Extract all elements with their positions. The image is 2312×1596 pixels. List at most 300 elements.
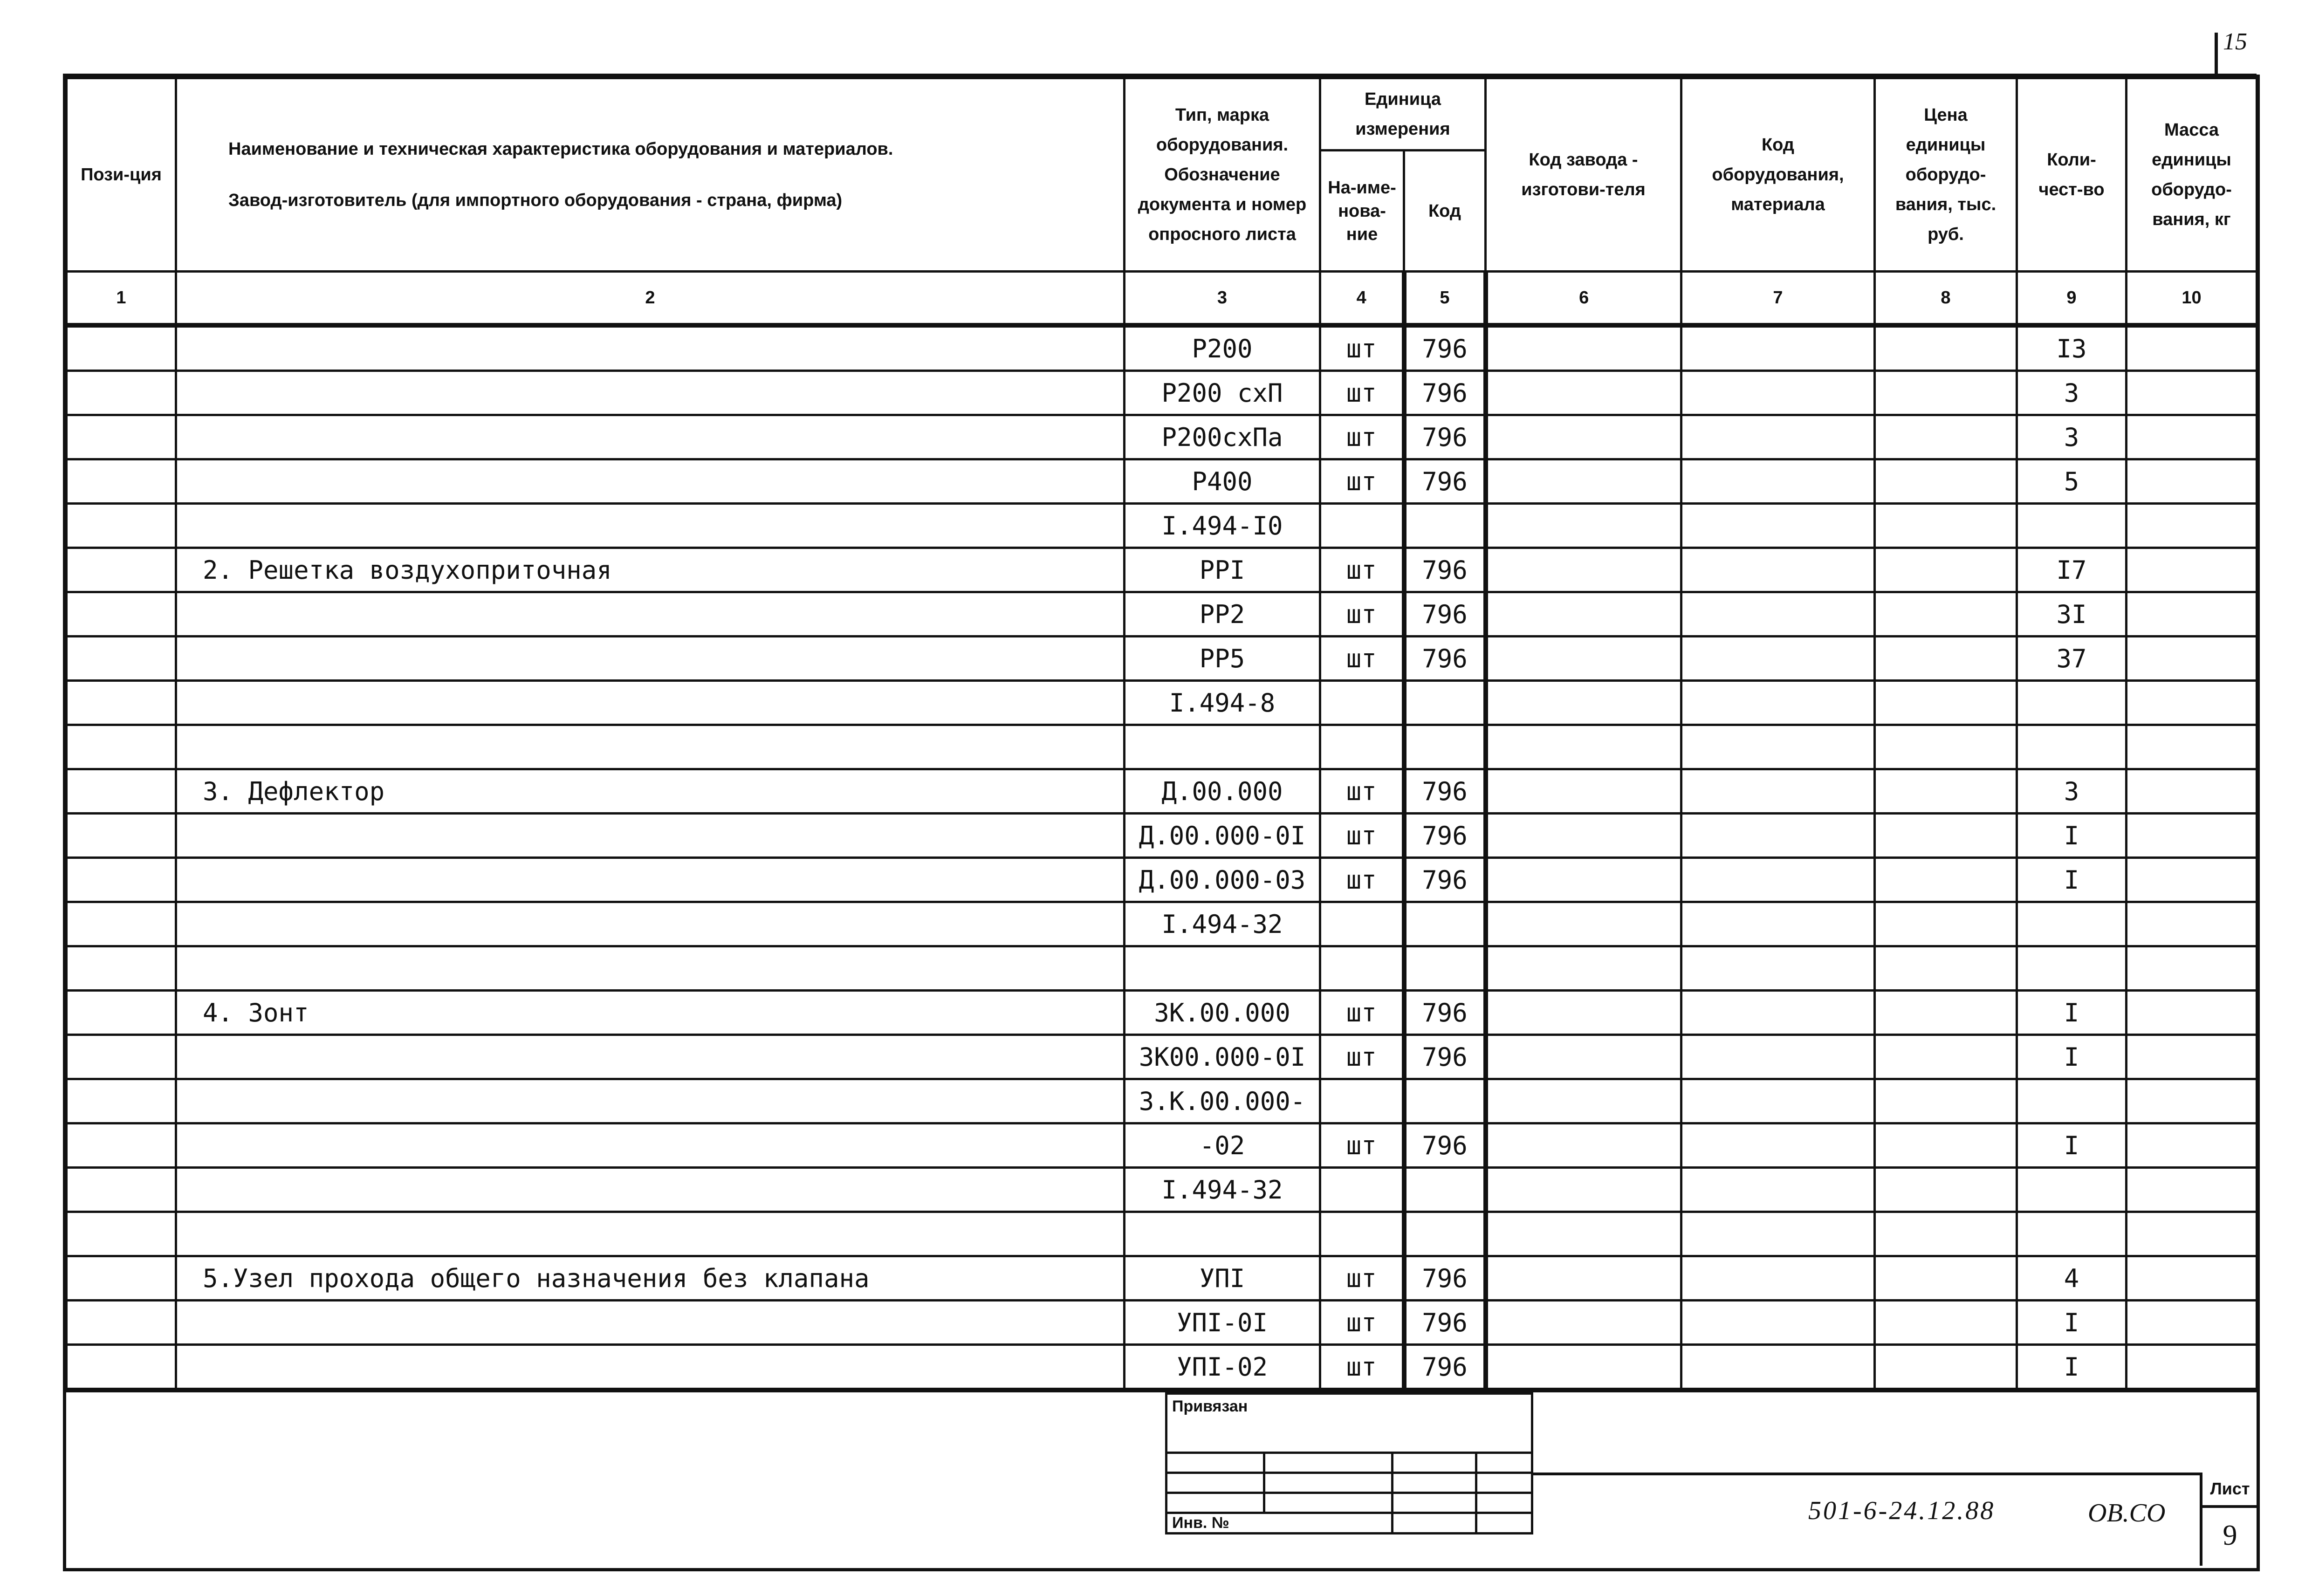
- cell-type: Р400: [1125, 459, 1320, 504]
- stamp-cell: [1264, 1493, 1393, 1513]
- cell-quantity: [2017, 1079, 2127, 1123]
- stamp-cell: [1476, 1473, 1532, 1493]
- table-row: [67, 1035, 2257, 1079]
- cell-quantity: [2017, 1168, 2127, 1212]
- cell-name: 5.Узел прохода общего назначения без клапана: [176, 1256, 1125, 1301]
- sheet-box: [2200, 1473, 2257, 1566]
- cell-equipment-code: [1681, 504, 1875, 548]
- cell-unit-code: 796: [1404, 1345, 1486, 1391]
- table-row: [67, 769, 2257, 814]
- cell-type: ЗК.00.000: [1125, 991, 1320, 1035]
- cell-position: [67, 637, 176, 681]
- stamp-cell: [1393, 1453, 1476, 1473]
- table-row: [67, 637, 2257, 681]
- cell-name: [176, 459, 1125, 504]
- cell-equipment-code: [1681, 1256, 1875, 1301]
- cell-mass: [2127, 902, 2257, 946]
- cell-quantity: I: [2017, 1301, 2127, 1345]
- cell-equipment-code: [1681, 637, 1875, 681]
- cell-type: Д.00.000: [1125, 769, 1320, 814]
- cell-equipment-code: [1681, 858, 1875, 902]
- cell-quantity: [2017, 902, 2127, 946]
- table-row: [67, 681, 2257, 725]
- cell-name: [176, 504, 1125, 548]
- cell-type: I.494-8: [1125, 681, 1320, 725]
- stamp-cell: [1476, 1453, 1532, 1473]
- cell-equipment-code: [1681, 725, 1875, 769]
- cell-manufacturer-code: [1486, 1035, 1681, 1079]
- cell-name: [176, 1345, 1125, 1391]
- header-name: [176, 78, 1125, 272]
- cell-mass: [2127, 548, 2257, 592]
- cell-position: [67, 769, 176, 814]
- cell-name: [176, 592, 1125, 637]
- cell-type: [1125, 725, 1320, 769]
- cell-unit-code: [1404, 725, 1486, 769]
- header-name-line2: Завод-изготовитель (для импортного оборудования - страна, фирма): [228, 191, 843, 210]
- cell-equipment-code: [1681, 592, 1875, 637]
- cell-manufacturer-code: [1486, 548, 1681, 592]
- cell-unit: шт: [1320, 814, 1404, 858]
- cell-type: Д.00.000-0I: [1125, 814, 1320, 858]
- cell-unit-code: [1404, 1079, 1486, 1123]
- table-row: [67, 504, 2257, 548]
- cell-price: [1875, 371, 2017, 415]
- cell-unit-code: [1404, 902, 1486, 946]
- cell-position: [67, 325, 176, 371]
- cell-type: [1125, 946, 1320, 991]
- table-row: [67, 1212, 2257, 1256]
- stamp-cell: [1264, 1473, 1393, 1493]
- stamp-cell: [1393, 1493, 1476, 1513]
- cell-position: [67, 371, 176, 415]
- cell-quantity: 3: [2017, 371, 2127, 415]
- cell-price: [1875, 592, 2017, 637]
- cell-quantity: 4: [2017, 1256, 2127, 1301]
- cell-price: [1875, 769, 2017, 814]
- cell-unit-code: 796: [1404, 592, 1486, 637]
- header-mass: Масса единицы оборудо-вания, кг: [2127, 78, 2257, 272]
- cell-manufacturer-code: [1486, 814, 1681, 858]
- cell-manufacturer-code: [1486, 1212, 1681, 1256]
- cell-quantity: I: [2017, 1345, 2127, 1391]
- cell-position: [67, 946, 176, 991]
- cell-manufacturer-code: [1486, 1256, 1681, 1301]
- cell-unit: [1320, 725, 1404, 769]
- cell-unit-code: 796: [1404, 1035, 1486, 1079]
- header-unit: Единица измерения: [1320, 78, 1486, 151]
- table-row: [67, 415, 2257, 459]
- cell-manufacturer-code: [1486, 415, 1681, 459]
- cell-mass: [2127, 1035, 2257, 1079]
- cell-quantity: 3: [2017, 415, 2127, 459]
- cell-unit-code: [1404, 946, 1486, 991]
- cell-unit: шт: [1320, 371, 1404, 415]
- cell-unit: [1320, 946, 1404, 991]
- cell-mass: [2127, 371, 2257, 415]
- column-number: 7: [1681, 272, 1875, 326]
- table-row: [67, 1168, 2257, 1212]
- header-type: Тип, марка оборудования. Обозначение документа и номер опросного листа: [1125, 78, 1320, 272]
- cell-unit-code: 796: [1404, 1256, 1486, 1301]
- sheet-top-line: [63, 74, 2257, 77]
- column-number: 10: [2127, 272, 2257, 326]
- cell-equipment-code: [1681, 1212, 1875, 1256]
- cell-unit: шт: [1320, 991, 1404, 1035]
- table-row: [67, 946, 2257, 991]
- cell-price: [1875, 946, 2017, 991]
- cell-manufacturer-code: [1486, 946, 1681, 991]
- cell-mass: [2127, 1256, 2257, 1301]
- cell-unit-code: 796: [1404, 371, 1486, 415]
- cell-name: [176, 415, 1125, 459]
- table-row: [67, 371, 2257, 415]
- stamp-cell: [1166, 1473, 1264, 1493]
- cell-name: [176, 1212, 1125, 1256]
- cell-mass: [2127, 991, 2257, 1035]
- cell-unit-code: 796: [1404, 1301, 1486, 1345]
- cell-unit: шт: [1320, 459, 1404, 504]
- cell-mass: [2127, 769, 2257, 814]
- cell-unit: шт: [1320, 1345, 1404, 1391]
- header-position: Пози-ция: [67, 78, 176, 272]
- cell-position: [67, 902, 176, 946]
- cell-unit-code: 796: [1404, 325, 1486, 371]
- table-row: [67, 592, 2257, 637]
- cell-name: [176, 1301, 1125, 1345]
- column-number: 5: [1404, 272, 1486, 326]
- cell-quantity: [2017, 946, 2127, 991]
- cell-unit: шт: [1320, 1035, 1404, 1079]
- stamp-cell: [1393, 1513, 1476, 1534]
- cell-type: Р200: [1125, 325, 1320, 371]
- cell-position: [67, 1035, 176, 1079]
- cell-name: [176, 858, 1125, 902]
- cell-equipment-code: [1681, 681, 1875, 725]
- cell-unit-code: 796: [1404, 637, 1486, 681]
- cell-unit: [1320, 681, 1404, 725]
- cell-position: [67, 814, 176, 858]
- table-row: [67, 1079, 2257, 1123]
- header-unit-code: Код: [1404, 151, 1486, 272]
- cell-manufacturer-code: [1486, 637, 1681, 681]
- cell-position: [67, 1345, 176, 1391]
- cell-price: [1875, 459, 2017, 504]
- stamp-cell: [1393, 1473, 1476, 1493]
- table-row: [67, 902, 2257, 946]
- cell-quantity: 37: [2017, 637, 2127, 681]
- cell-equipment-code: [1681, 1079, 1875, 1123]
- cell-name: [176, 681, 1125, 725]
- cell-position: [67, 725, 176, 769]
- table-row: [67, 814, 2257, 858]
- cell-equipment-code: [1681, 902, 1875, 946]
- cell-mass: [2127, 325, 2257, 371]
- cell-position: [67, 415, 176, 459]
- cell-unit-code: [1404, 1168, 1486, 1212]
- header-price: Цена единицы оборудо-вания, тыс. руб.: [1875, 78, 2017, 272]
- cell-name: [176, 1079, 1125, 1123]
- cell-price: [1875, 1256, 2017, 1301]
- cell-manufacturer-code: [1486, 858, 1681, 902]
- cell-unit: [1320, 1168, 1404, 1212]
- title-block-line: [1533, 1473, 2200, 1475]
- cell-name: [176, 814, 1125, 858]
- cell-unit: шт: [1320, 1301, 1404, 1345]
- cell-manufacturer-code: [1486, 725, 1681, 769]
- cell-equipment-code: [1681, 415, 1875, 459]
- corner-mark: [2215, 33, 2218, 75]
- cell-unit: [1320, 1212, 1404, 1256]
- cell-quantity: [2017, 725, 2127, 769]
- cell-unit-code: 796: [1404, 814, 1486, 858]
- cell-mass: [2127, 415, 2257, 459]
- document-section: ОВ.СО: [2088, 1499, 2166, 1528]
- cell-unit-code: [1404, 1212, 1486, 1256]
- cell-equipment-code: [1681, 814, 1875, 858]
- cell-position: [67, 681, 176, 725]
- table-row: [67, 1256, 2257, 1301]
- specification-table: [65, 77, 2258, 1392]
- cell-equipment-code: [1681, 1035, 1875, 1079]
- column-number: 3: [1125, 272, 1320, 326]
- header-name-line1: Наименование и техническая характеристика оборудования и материалов.: [228, 139, 893, 159]
- cell-mass: [2127, 1345, 2257, 1391]
- cell-quantity: I7: [2017, 548, 2127, 592]
- cell-manufacturer-code: [1486, 1168, 1681, 1212]
- cell-unit-code: 796: [1404, 769, 1486, 814]
- cell-type: Д.00.000-03: [1125, 858, 1320, 902]
- cell-type: -02: [1125, 1123, 1320, 1168]
- column-number: 8: [1875, 272, 2017, 326]
- stamp-cell: [1476, 1513, 1532, 1534]
- cell-quantity: [2017, 681, 2127, 725]
- cell-name: 2. Решетка воздухоприточная: [176, 548, 1125, 592]
- cell-position: [67, 991, 176, 1035]
- cell-equipment-code: [1681, 1301, 1875, 1345]
- cell-type: РРI: [1125, 548, 1320, 592]
- cell-type: [1125, 1212, 1320, 1256]
- stamp-cell: [1166, 1453, 1264, 1473]
- cell-unit-code: [1404, 504, 1486, 548]
- cell-price: [1875, 1079, 2017, 1123]
- header-unit-name: На-име-нова-ние: [1320, 151, 1404, 272]
- cell-price: [1875, 1212, 2017, 1256]
- cell-mass: [2127, 946, 2257, 991]
- cell-position: [67, 1168, 176, 1212]
- cell-type: УПI-02: [1125, 1345, 1320, 1391]
- cell-equipment-code: [1681, 991, 1875, 1035]
- cell-mass: [2127, 1123, 2257, 1168]
- cell-unit-code: [1404, 681, 1486, 725]
- cell-mass: [2127, 681, 2257, 725]
- cell-manufacturer-code: [1486, 769, 1681, 814]
- column-number: 4: [1320, 272, 1404, 326]
- cell-price: [1875, 725, 2017, 769]
- cell-price: [1875, 1301, 2017, 1345]
- document-number: 501-6-24.12.88: [1808, 1496, 1996, 1525]
- sheet-number: 9: [2223, 1520, 2237, 1551]
- cell-unit-code: 796: [1404, 548, 1486, 592]
- header-equipment-code: Код оборудования, материала: [1681, 78, 1875, 272]
- cell-manufacturer-code: [1486, 371, 1681, 415]
- cell-type: РР5: [1125, 637, 1320, 681]
- cell-name: [176, 371, 1125, 415]
- cell-mass: [2127, 1301, 2257, 1345]
- cell-unit: шт: [1320, 769, 1404, 814]
- cell-unit-code: 796: [1404, 1123, 1486, 1168]
- cell-equipment-code: [1681, 548, 1875, 592]
- cell-mass: [2127, 814, 2257, 858]
- stamp-inventory-label: Инв. №: [1166, 1513, 1393, 1534]
- cell-unit: шт: [1320, 858, 1404, 902]
- cell-manufacturer-code: [1486, 1345, 1681, 1391]
- cell-price: [1875, 325, 2017, 371]
- cell-unit: шт: [1320, 325, 1404, 371]
- cell-unit: [1320, 1079, 1404, 1123]
- cell-position: [67, 592, 176, 637]
- cell-unit-code: 796: [1404, 858, 1486, 902]
- header-manufacturer-code: Код завода - изготови-теля: [1486, 78, 1681, 272]
- cell-position: [67, 459, 176, 504]
- cell-mass: [2127, 1168, 2257, 1212]
- cell-name: [176, 902, 1125, 946]
- cell-equipment-code: [1681, 371, 1875, 415]
- cell-unit: шт: [1320, 415, 1404, 459]
- table-row: [67, 1301, 2257, 1345]
- cell-position: [67, 1212, 176, 1256]
- cell-unit: шт: [1320, 1256, 1404, 1301]
- cell-type: Р200 схП: [1125, 371, 1320, 415]
- cell-equipment-code: [1681, 1123, 1875, 1168]
- cell-unit: [1320, 504, 1404, 548]
- cell-unit: шт: [1320, 592, 1404, 637]
- cell-mass: [2127, 459, 2257, 504]
- cell-type: I.494-I0: [1125, 504, 1320, 548]
- column-number: 9: [2017, 272, 2127, 326]
- cell-name: 3. Дефлектор: [176, 769, 1125, 814]
- cell-quantity: I: [2017, 991, 2127, 1035]
- table-row: [67, 725, 2257, 769]
- cell-price: [1875, 902, 2017, 946]
- cell-position: [67, 858, 176, 902]
- cell-manufacturer-code: [1486, 681, 1681, 725]
- cell-quantity: 3: [2017, 769, 2127, 814]
- cell-mass: [2127, 504, 2257, 548]
- stamp-bound-label: Привязан: [1166, 1394, 1532, 1453]
- column-number: 1: [67, 272, 176, 326]
- cell-unit: шт: [1320, 1123, 1404, 1168]
- stamp-cell: [1476, 1493, 1532, 1513]
- page-number: 15: [2223, 28, 2247, 55]
- cell-price: [1875, 681, 2017, 725]
- table-row: [67, 325, 2257, 371]
- table-row: [67, 1123, 2257, 1168]
- cell-type: I.494-32: [1125, 1168, 1320, 1212]
- cell-manufacturer-code: [1486, 325, 1681, 371]
- column-number: 6: [1486, 272, 1681, 326]
- cell-price: [1875, 637, 2017, 681]
- cell-mass: [2127, 637, 2257, 681]
- cell-type: РР2: [1125, 592, 1320, 637]
- cell-type: УПI-0I: [1125, 1301, 1320, 1345]
- cell-quantity: [2017, 1212, 2127, 1256]
- cell-price: [1875, 504, 2017, 548]
- cell-position: [67, 504, 176, 548]
- cell-equipment-code: [1681, 769, 1875, 814]
- cell-manufacturer-code: [1486, 1123, 1681, 1168]
- cell-manufacturer-code: [1486, 1301, 1681, 1345]
- stamp-cell: [1166, 1493, 1264, 1513]
- stamp-cell: [1264, 1453, 1393, 1473]
- cell-name: [176, 1035, 1125, 1079]
- cell-price: [1875, 858, 2017, 902]
- cell-price: [1875, 548, 2017, 592]
- cell-unit-code: 796: [1404, 415, 1486, 459]
- cell-type: УПI: [1125, 1256, 1320, 1301]
- cell-manufacturer-code: [1486, 459, 1681, 504]
- cell-position: [67, 1256, 176, 1301]
- cell-mass: [2127, 1079, 2257, 1123]
- binding-stamp: [1165, 1392, 1533, 1534]
- cell-quantity: I: [2017, 858, 2127, 902]
- cell-quantity: I: [2017, 1035, 2127, 1079]
- cell-name: [176, 325, 1125, 371]
- cell-quantity: [2017, 504, 2127, 548]
- cell-price: [1875, 1035, 2017, 1079]
- cell-mass: [2127, 858, 2257, 902]
- cell-quantity: 3I: [2017, 592, 2127, 637]
- cell-mass: [2127, 1212, 2257, 1256]
- cell-type: I.494-32: [1125, 902, 1320, 946]
- cell-manufacturer-code: [1486, 504, 1681, 548]
- cell-unit: шт: [1320, 637, 1404, 681]
- cell-name: [176, 946, 1125, 991]
- header-quantity: Коли-чест-во: [2017, 78, 2127, 272]
- table-row: [67, 548, 2257, 592]
- cell-quantity: 5: [2017, 459, 2127, 504]
- cell-name: [176, 1123, 1125, 1168]
- cell-unit-code: 796: [1404, 459, 1486, 504]
- cell-manufacturer-code: [1486, 991, 1681, 1035]
- cell-mass: [2127, 592, 2257, 637]
- cell-unit: [1320, 902, 1404, 946]
- cell-name: 4. Зонт: [176, 991, 1125, 1035]
- cell-name: [176, 1168, 1125, 1212]
- table-row: [67, 1345, 2257, 1391]
- cell-price: [1875, 814, 2017, 858]
- cell-quantity: I3: [2017, 325, 2127, 371]
- cell-equipment-code: [1681, 325, 1875, 371]
- cell-manufacturer-code: [1486, 902, 1681, 946]
- cell-position: [67, 1301, 176, 1345]
- column-number: 2: [176, 272, 1125, 326]
- cell-name: [176, 725, 1125, 769]
- cell-price: [1875, 991, 2017, 1035]
- cell-type: З.К.00.000-: [1125, 1079, 1320, 1123]
- cell-position: [67, 1079, 176, 1123]
- table-row: [67, 858, 2257, 902]
- cell-position: [67, 1123, 176, 1168]
- cell-type: Р200схПа: [1125, 415, 1320, 459]
- cell-equipment-code: [1681, 459, 1875, 504]
- sheet-label: Лист: [2202, 1473, 2257, 1508]
- cell-manufacturer-code: [1486, 1079, 1681, 1123]
- cell-position: [67, 548, 176, 592]
- cell-type: ЗК00.000-0I: [1125, 1035, 1320, 1079]
- table-row: [67, 991, 2257, 1035]
- cell-name: [176, 637, 1125, 681]
